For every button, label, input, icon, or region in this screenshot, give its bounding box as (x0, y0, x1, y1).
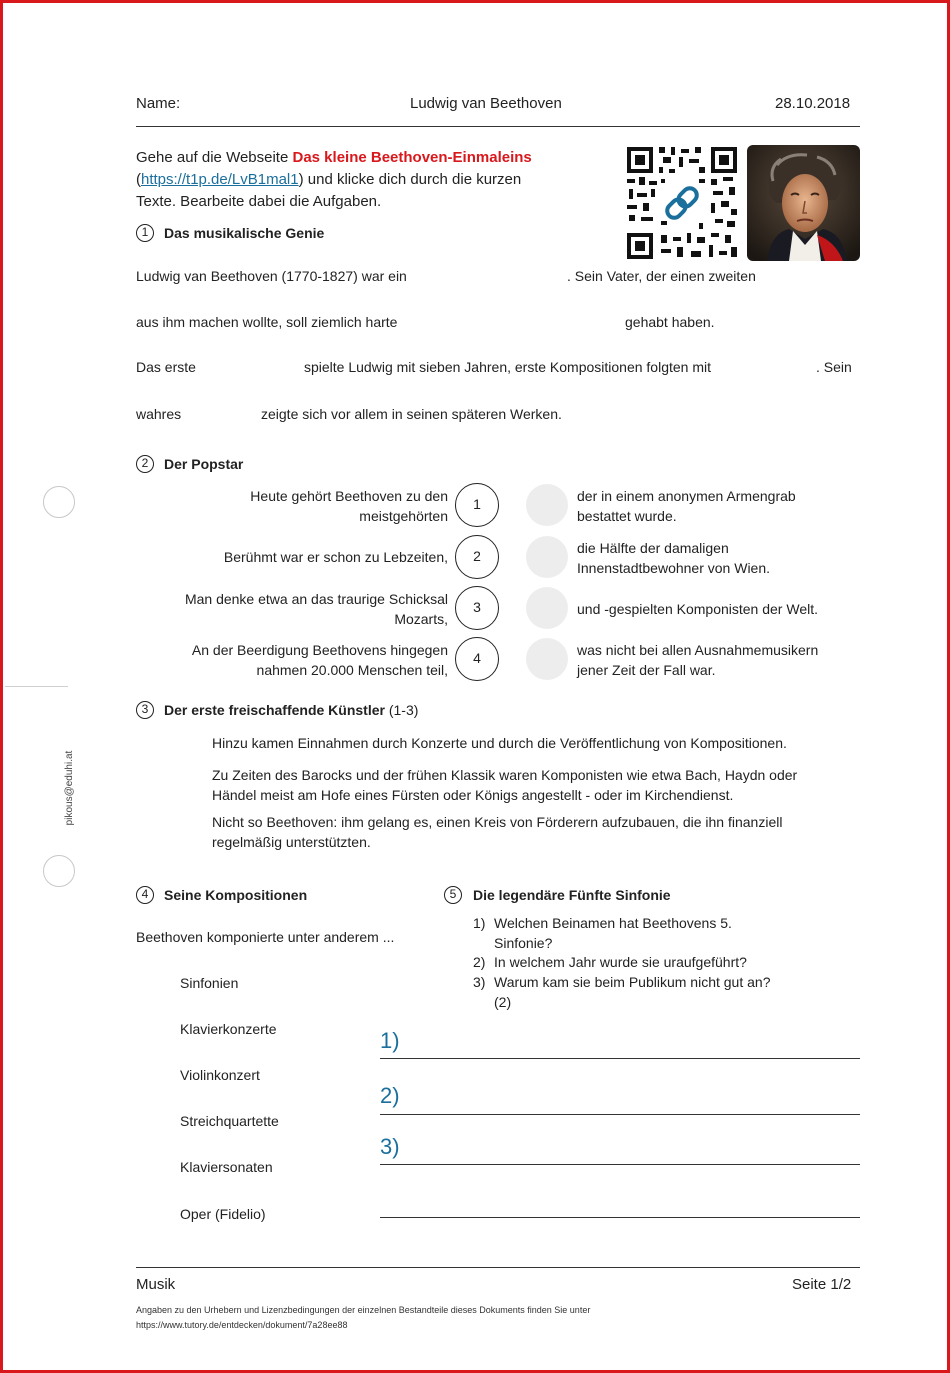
footer-note-1: Angaben zu den Urhebern und Lizenzbedingungen der einzelnen Bestandteile dieses Dokuments finden Sie unter (136, 1305, 591, 1315)
s1-line2b: gehabt haben. (625, 314, 715, 330)
match-right-1: der in einem anonymen Armengrab bestattet wurde. (577, 488, 796, 524)
intro-part1: Gehe auf die Webseite (136, 149, 293, 166)
s3-text-2[interactable]: Zu Zeiten des Barocks und der frühen Klassik waren Komponisten wie etwa Bach, Haydn oder Händel meist am Hofe eines Fürsten oder Königs angestellt - oder im Kirchendienst. (212, 767, 798, 803)
footer-note-2[interactable]: https://www.tutory.de/entdecken/dokument/7a28ee88 (136, 1320, 348, 1330)
s4-item-6: Oper (Fidelio) (180, 1206, 266, 1222)
match-answer-circle-3[interactable] (526, 587, 568, 629)
s5-q3-text: Warum kam sie beim Publikum nicht gut an? (2) (494, 974, 771, 1010)
s1-line1a: Ludwig van Beethoven (1770-1827) war ein (136, 268, 407, 284)
section-4-title: Seine Kompositionen (164, 887, 308, 903)
section-3-heading (164, 702, 418, 718)
intro-open: ( (136, 171, 141, 188)
match-right-3: und -gespielten Komponisten der Welt. (577, 601, 818, 617)
match-number-1: 1 (455, 483, 499, 527)
match-answer-circle-2[interactable] (526, 536, 568, 578)
match-right-2: die Hälfte der damaligen Innenstadtbewohner von Wien. (577, 540, 771, 576)
s1-line4a: wahres (136, 406, 182, 422)
match-left-4: An der Beerdigung Beethovens hingegen nahmen 20.000 Menschen teil, (191, 642, 448, 678)
footer-subject: Musik (136, 1276, 176, 1293)
answer-line-1[interactable] (380, 1058, 860, 1059)
s5-q2-number: 2) (473, 954, 486, 970)
section-3-suffix: (1-3) (384, 702, 419, 718)
answer-line-4[interactable] (380, 1217, 860, 1218)
footer-page: Seite 1/2 (792, 1276, 852, 1293)
answer-label-3: 3) (380, 1134, 400, 1159)
url-link[interactable]: https://t1p.de/LvB1mal1 (141, 171, 299, 188)
s5-q1-text: Welchen Beinamen hat Beethovens 5. Sinfonie? (494, 915, 732, 951)
section-2-title: Der Popstar (164, 456, 244, 472)
punch-hole-bottom (43, 855, 75, 887)
s5-q1-number: 1) (473, 915, 486, 931)
footer-divider (136, 1267, 860, 1268)
section-5-number: 5 (444, 886, 462, 904)
s4-item-1: Sinfonien (180, 975, 239, 991)
s5-q2-text: In welchem Jahr wurde sie uraufgeführt? (494, 954, 747, 970)
match-number-2: 2 (455, 535, 499, 579)
site-name: Das kleine Beethoven-Einmaleins (292, 149, 532, 166)
name-label: Name: (136, 95, 181, 112)
answer-label-1: 1) (380, 1028, 400, 1053)
answer-line-3[interactable] (380, 1164, 860, 1165)
s5-q3-number: 3) (473, 974, 486, 990)
section-1-number: 1 (136, 224, 154, 242)
section-2-number: 2 (136, 455, 154, 473)
s3-text-3[interactable]: Nicht so Beethoven: ihm gelang es, einen Kreis von Förderern aufzubauen, die ihn finanziell regelmäßig unterstützten. (212, 814, 783, 850)
section-1-title: Das musikalische Genie (164, 225, 325, 241)
answer-line-2[interactable] (380, 1114, 860, 1115)
intro-line3: Texte. Bearbeite dabei die Aufgaben. (136, 193, 382, 210)
answer-label-2: 2) (380, 1083, 400, 1108)
match-answer-circle-1[interactable] (526, 484, 568, 526)
match-left-3: Man denke etwa an das traurige Schicksal Mozarts, (184, 591, 448, 627)
match-number-3: 3 (455, 586, 499, 630)
section-3-title: Der erste freischaffende Künstler (164, 702, 385, 718)
match-answer-circle-4[interactable] (526, 638, 568, 680)
s4-intro: Beethoven komponierte unter anderem ... (136, 929, 395, 945)
intro-text (136, 147, 616, 213)
s3-text-1[interactable]: Hinzu kamen Einnahmen durch Konzerte und durch die Veröffentlichung von Kompositionen. (212, 735, 787, 751)
s4-item-4: Streichquartette (180, 1113, 279, 1129)
s4-item-3: Violinkonzert (180, 1067, 260, 1083)
s1-line3c: . Sein (816, 359, 852, 375)
document-title: Ludwig van Beethoven (410, 95, 562, 112)
section-4-number: 4 (136, 886, 154, 904)
beethoven-portrait (747, 145, 860, 261)
intro-part2: ) und klicke dich durch die kurzen (298, 171, 522, 188)
document-date: 28.10.2018 (775, 95, 851, 112)
side-label: pikous@eduhi.at (64, 750, 75, 826)
qr-code-icon[interactable] (625, 145, 739, 261)
match-right-4: was nicht bei allen Ausnahmemusikern jener Zeit der Fall war. (577, 642, 819, 678)
section-5-title: Die legendäre Fünfte Sinfonie (473, 887, 671, 903)
s1-line3a: Das erste (136, 359, 196, 375)
s1-line4b: zeigte sich vor allem in seinen späteren Werken. (261, 406, 562, 422)
fold-mark (5, 686, 68, 687)
s1-line1b: . Sein Vater, der einen zweiten (567, 268, 756, 284)
s1-line2a: aus ihm machen wollte, soll ziemlich harte (136, 314, 398, 330)
s1-line3b: spielte Ludwig mit sieben Jahren, erste Kompositionen folgten mit (304, 359, 711, 375)
punch-hole-top (43, 486, 75, 518)
match-left-1: Heute gehört Beethoven zu den meistgehörten (250, 488, 448, 524)
s4-item-2: Klavierkonzerte (180, 1021, 277, 1037)
header-divider (136, 126, 860, 127)
match-number-4: 4 (455, 637, 499, 681)
s4-item-5: Klaviersonaten (180, 1159, 273, 1175)
match-left-2: Berühmt war er schon zu Lebzeiten, (223, 549, 448, 565)
section-3-number: 3 (136, 701, 154, 719)
